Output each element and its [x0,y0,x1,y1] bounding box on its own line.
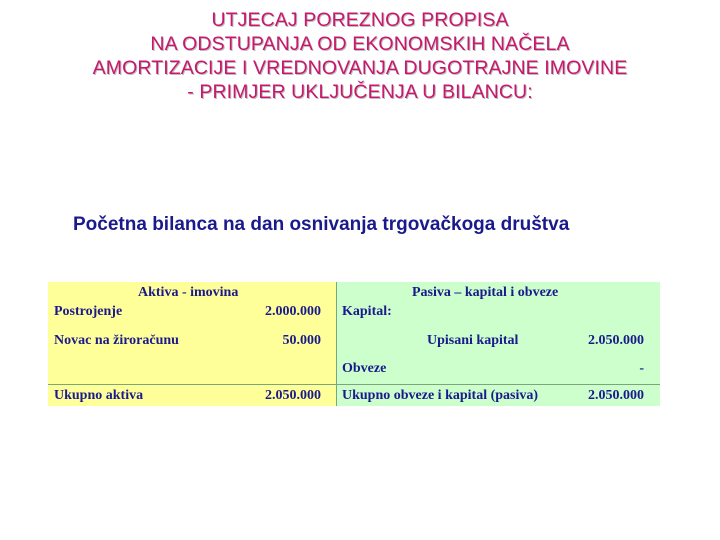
total-liabilities-label: Ukupno obveze i kapital (pasiva) [342,388,539,403]
balance-subtitle: Početna bilanca na dan osnivanja trgovačkoga društva [73,214,570,235]
asset-value-plant: 2.000.000 [265,304,321,319]
title-line-2: NA ODSTUPANJA OD EKONOMSKIH NAČELA [150,33,570,55]
total-assets-label: Ukupno aktiva [54,388,144,403]
title-line-1: UTJECAJ POREZNOG PROPISA [211,9,509,31]
balance-table [48,282,660,406]
asset-label-cash: Novac na žiroračunu [54,333,179,348]
total-assets-value: 2.050.000 [265,388,321,403]
column-divider [336,282,337,406]
asset-label-plant: Postrojenje [54,304,123,319]
assets-header: Aktiva - imovina [138,285,239,300]
subscribed-capital-label: Upisani kapital [427,333,519,348]
liabilities-header: Pasiva – kapital i obveze [412,285,559,300]
capital-label: Kapital: [342,304,392,319]
subscribed-capital-value: 2.050.000 [588,333,644,348]
total-liabilities-value: 2.050.000 [588,388,644,403]
totals-divider [48,384,660,385]
title-line-3: AMORTIZACIJE I VREDNOVANJA DUGOTRAJNE IMOVINE [92,57,628,79]
slide-title [0,8,720,104]
obligations-value: - [639,361,644,376]
title-line-4: - PRIMJER UKLJUČENJA U BILANCU: [187,81,533,103]
obligations-label: Obveze [342,361,387,376]
asset-value-cash: 50.000 [282,333,321,348]
